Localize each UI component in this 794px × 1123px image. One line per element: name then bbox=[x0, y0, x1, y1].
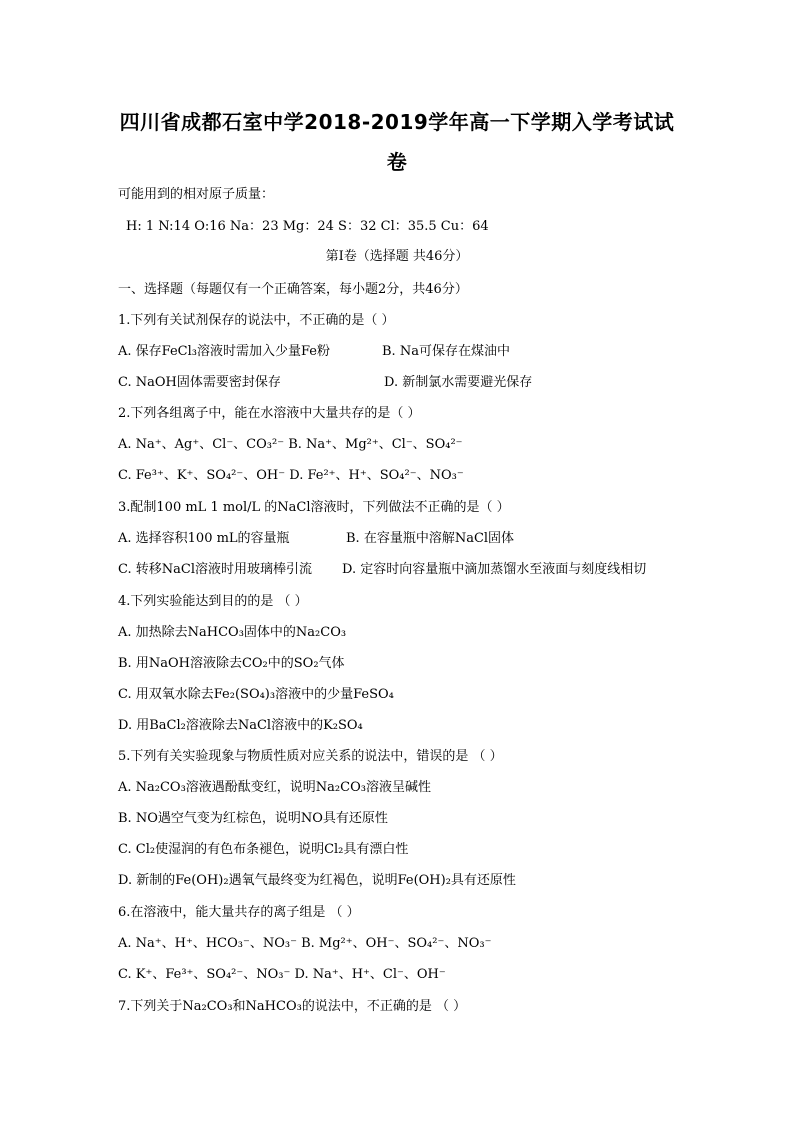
question-1-option-d: D. 新制氯水需要避光保存 bbox=[384, 375, 533, 390]
question-1-stem: 1.下列有关试剂保存的说法中，不正确的是（ ） bbox=[118, 313, 395, 328]
question-4-option-a: A. 加热除去NaHCO₃固体中的Na₂CO₃ bbox=[118, 625, 347, 640]
exam-title-line2: 卷 bbox=[386, 150, 408, 174]
question-6-options-ab: A. Na⁺、H⁺、HCO₃⁻、NO₃⁻ B. Mg²⁺、OH⁻、SO₄²⁻、NO₃⁻ bbox=[118, 936, 492, 951]
question-2-options-cd: C. Fe³⁺、K⁺、SO₄²⁻、OH⁻ D. Fe²⁺、H⁺、SO₄²⁻、NO₃⁻ bbox=[118, 468, 464, 483]
part-heading: 一、选择题（每题仅有一个正确答案，每小题2分，共46分） bbox=[118, 282, 468, 297]
question-3-option-c: C. 转移NaCl溶液时用玻璃棒引流 bbox=[118, 562, 312, 577]
question-4-option-b: B. 用NaOH溶液除去CO₂中的SO₂气体 bbox=[118, 656, 345, 671]
question-5-option-b: B. NO遇空气变为红棕色，说明NO具有还原性 bbox=[118, 811, 388, 826]
question-1-option-b: B. Na可保存在煤油中 bbox=[382, 344, 510, 359]
atomic-mass-values: H: 1 N:14 O:16 Na：23 Mg：24 S：32 Cl：35.5 Cu：64 bbox=[126, 219, 489, 234]
question-1-option-c: C. NaOH固体需要密封保存 bbox=[118, 375, 281, 390]
question-5-option-a: A. Na₂CO₃溶液遇酚酞变红，说明Na₂CO₃溶液呈碱性 bbox=[118, 780, 431, 795]
question-3-option-b: B. 在容量瓶中溶解NaCl固体 bbox=[346, 531, 515, 546]
question-2-options-ab: A. Na⁺、Ag⁺、Cl⁻、CO₃²⁻ B. Na⁺、Mg²⁺、Cl⁻、SO₄²⁻ bbox=[118, 437, 463, 452]
question-7-stem: 7.下列关于Na₂CO₃和NaHCO₃的说法中，不正确的是 （ ） bbox=[118, 999, 467, 1014]
question-5-option-c: C. Cl₂使湿润的有色布条褪色，说明Cl₂具有漂白性 bbox=[118, 842, 409, 857]
question-4-stem: 4.下列实验能达到目的的是 （ ） bbox=[118, 594, 308, 609]
section-title: 第Ⅰ卷（选择题 共46分） bbox=[325, 249, 469, 264]
question-6-stem: 6.在溶液中，能大量共存的离子组是 （ ） bbox=[118, 905, 360, 920]
question-4-option-d: D. 用BaCl₂溶液除去NaCl溶液中的K₂SO₄ bbox=[118, 718, 363, 733]
question-5-option-d: D. 新制的Fe(OH)₂遇氧气最终变为红褐色，说明Fe(OH)₂具有还原性 bbox=[118, 873, 516, 888]
question-3-stem: 3.配制100 mL 1 mol/L 的NaCl溶液时，下列做法不正确的是（ ） bbox=[118, 500, 510, 515]
atomic-mass-label: 可能用到的相对原子质量： bbox=[118, 187, 275, 202]
exam-title-line1: 四川省成都石室中学2018-2019学年高一下学期入学考试试 bbox=[119, 110, 675, 134]
question-6-options-cd: C. K⁺、Fe³⁺、SO₄²⁻、NO₃⁻ D. Na⁺、H⁺、Cl⁻、OH⁻ bbox=[118, 967, 446, 982]
question-3-option-d: D. 定容时向容量瓶中滴加蒸馏水至液面与刻度线相切 bbox=[342, 562, 647, 577]
question-4-option-c: C. 用双氧水除去Fe₂(SO₄)₃溶液中的少量FeSO₄ bbox=[118, 687, 394, 702]
question-1-option-a: A. 保存FeCl₃溶液时需加入少量Fe粉 bbox=[118, 344, 330, 359]
question-3-option-a: A. 选择容积100 mL的容量瓶 bbox=[118, 531, 290, 546]
question-2-stem: 2.下列各组离子中，能在水溶液中大量共存的是（ ） bbox=[118, 406, 421, 421]
question-5-stem: 5.下列有关实验现象与物质性质对应关系的说法中，错误的是 （ ） bbox=[118, 749, 503, 764]
